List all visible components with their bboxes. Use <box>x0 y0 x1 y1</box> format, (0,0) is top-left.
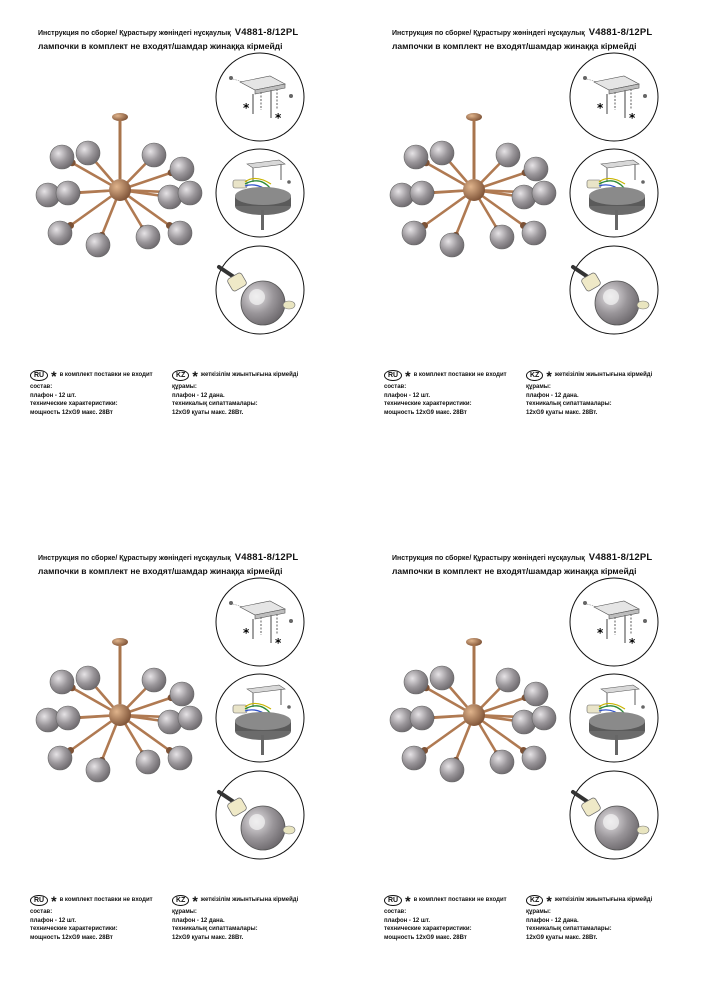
glass-globe <box>430 141 454 165</box>
step-marker: * <box>275 111 282 125</box>
step-marker: * <box>597 626 604 640</box>
spec-line: 12xG9 қуаты макс. 28Вт. <box>526 934 598 941</box>
glass-globe <box>76 666 100 690</box>
legend-russian <box>384 892 507 942</box>
not-included-text: жеткізілім жиынтығына кірмейді <box>200 372 299 379</box>
glass-globe <box>170 157 194 181</box>
spec-line: плафон - 12 дана. <box>172 917 225 924</box>
language-badge-kz: KZ <box>172 895 189 906</box>
spec-line: плафон - 12 дана. <box>526 917 579 924</box>
spec-line: мощность 12xG9 макс. 28Вт <box>384 934 467 941</box>
spec-line: мощность 12xG9 макс. 28Вт <box>384 409 467 416</box>
instruction-sheet-top-right <box>384 25 707 455</box>
glass-globe <box>402 746 426 770</box>
glass-globe <box>50 670 74 694</box>
glass-globe <box>490 225 514 249</box>
asterisk-icon: * <box>405 892 411 909</box>
step-bulb-shade <box>215 770 305 860</box>
step-marker: * <box>243 626 250 640</box>
center-hub <box>463 179 485 201</box>
glass-globe <box>522 746 546 770</box>
spec-line: плафон - 12 дана. <box>526 392 579 399</box>
glass-globe <box>524 157 548 181</box>
legend-kazakh <box>526 367 653 417</box>
glass-globe <box>532 706 556 730</box>
language-badge-ru: RU <box>384 370 402 381</box>
not-included-text: в комплект поставки не входит <box>59 897 153 904</box>
spec-line: плафон - 12 дана. <box>172 392 225 399</box>
language-badge-ru: RU <box>30 895 48 906</box>
glass-globe <box>404 670 428 694</box>
language-badge-kz: KZ <box>172 370 189 381</box>
sheet-title <box>38 27 298 38</box>
spec-line: құрамы: <box>526 384 551 390</box>
spec-line: техникалық сипаттамалары: <box>526 926 612 932</box>
spec-line: плафон - 12 шт. <box>30 392 76 399</box>
glass-globe <box>142 668 166 692</box>
sheet-title <box>392 27 652 38</box>
spec-line: 12xG9 қуаты макс. 28Вт. <box>172 934 244 941</box>
title-prefix: Инструкция по сборке/ Құрастыру жөніндегі нұсқаулық <box>392 555 585 562</box>
glass-globe <box>56 181 80 205</box>
spec-line: техникалық сипаттамалары: <box>172 401 258 407</box>
asterisk-icon: * <box>405 367 411 384</box>
language-badge-ru: RU <box>384 895 402 906</box>
glass-globe <box>410 181 434 205</box>
spec-line: состав: <box>30 909 53 915</box>
spec-line: мощность 12xG9 макс. 28Вт <box>30 934 113 941</box>
glass-globe <box>136 750 160 774</box>
down-rod <box>473 119 476 179</box>
glass-globe <box>404 145 428 169</box>
chandelier-illustration <box>384 620 564 820</box>
chandelier-illustration <box>30 95 210 295</box>
not-included-text: жеткізілім жиынтығына кірмейді <box>554 897 653 904</box>
glass-globe <box>86 233 110 257</box>
title-prefix: Инструкция по сборке/ Құрастыру жөніндегі нұсқаулық <box>38 30 231 37</box>
glass-globe <box>522 221 546 245</box>
glass-globe <box>86 758 110 782</box>
step-bulb-shade <box>569 770 659 860</box>
step-marker: * <box>597 101 604 115</box>
glass-globe <box>496 668 520 692</box>
step-marker: * <box>275 636 282 650</box>
spec-line: плафон - 12 шт. <box>384 917 430 924</box>
glass-globe <box>136 225 160 249</box>
sheet-title <box>392 552 652 563</box>
spec-line: техникалық сипаттамалары: <box>172 926 258 932</box>
down-rod <box>119 644 122 704</box>
model-number: V4881-8/12PL <box>588 27 653 38</box>
step-marker: * <box>629 111 636 125</box>
chandelier-illustration <box>384 95 564 295</box>
step-mounting-bracket <box>215 577 305 667</box>
spec-line: құрамы: <box>172 909 197 915</box>
glass-globe <box>48 221 72 245</box>
asterisk-icon: * <box>51 367 57 384</box>
chandelier-illustration <box>30 620 210 820</box>
step-marker: * <box>629 636 636 650</box>
down-rod <box>119 119 122 179</box>
spec-line: технические характеристики: <box>384 926 472 932</box>
not-included-text: жеткізілім жиынтығына кірмейді <box>554 372 653 379</box>
glass-globe <box>410 706 434 730</box>
step-mounting-bracket <box>569 52 659 142</box>
step-wiring-canopy <box>215 673 305 763</box>
asterisk-icon: * <box>51 892 57 909</box>
model-number: V4881-8/12PL <box>234 27 299 38</box>
step-marker: * <box>243 101 250 115</box>
step-mounting-bracket <box>569 577 659 667</box>
glass-globe <box>496 143 520 167</box>
step-wiring-canopy <box>569 148 659 238</box>
glass-globe <box>142 143 166 167</box>
glass-globe <box>440 233 464 257</box>
glass-globe <box>168 746 192 770</box>
glass-globe <box>56 706 80 730</box>
glass-globe <box>440 758 464 782</box>
legend-kazakh <box>526 892 653 942</box>
bulbs-not-included-note: лампочки в комплект не входят/шамдар жинаққа кірмейді <box>38 41 283 51</box>
language-badge-ru: RU <box>30 370 48 381</box>
spec-line: 12xG9 қуаты макс. 28Вт. <box>526 409 598 416</box>
spec-line: плафон - 12 шт. <box>30 917 76 924</box>
not-included-text: жеткізілім жиынтығына кірмейді <box>200 897 299 904</box>
bulbs-not-included-note: лампочки в комплект не входят/шамдар жинаққа кірмейді <box>38 566 283 576</box>
down-rod <box>473 644 476 704</box>
spec-line: технические характеристики: <box>30 926 118 932</box>
spec-line: құрамы: <box>172 384 197 390</box>
glass-globe <box>170 682 194 706</box>
bulbs-not-included-note: лампочки в комплект не входят/шамдар жинаққа кірмейді <box>392 566 637 576</box>
legend-russian <box>30 367 153 417</box>
legend-kazakh <box>172 367 299 417</box>
center-hub <box>463 704 485 726</box>
not-included-text: в комплект поставки не входит <box>413 372 507 379</box>
step-bulb-shade <box>569 245 659 335</box>
spec-line: техникалық сипаттамалары: <box>526 401 612 407</box>
glass-globe <box>524 682 548 706</box>
instruction-sheet-top-left <box>30 25 366 455</box>
glass-globe <box>50 145 74 169</box>
legend-kazakh <box>172 892 299 942</box>
spec-line: технические характеристики: <box>384 401 472 407</box>
glass-globe <box>168 221 192 245</box>
step-wiring-canopy <box>569 673 659 763</box>
model-number: V4881-8/12PL <box>234 552 299 563</box>
glass-globe <box>490 750 514 774</box>
glass-globe <box>48 746 72 770</box>
glass-globe <box>430 666 454 690</box>
asterisk-icon: * <box>192 367 198 384</box>
bulbs-not-included-note: лампочки в комплект не входят/шамдар жинаққа кірмейді <box>392 41 637 51</box>
language-badge-kz: KZ <box>526 370 543 381</box>
instruction-sheet-bottom-right <box>384 550 707 980</box>
title-prefix: Инструкция по сборке/ Құрастыру жөніндегі нұсқаулық <box>392 30 585 37</box>
glass-globe <box>178 181 202 205</box>
asterisk-icon: * <box>546 892 552 909</box>
spec-line: 12xG9 қуаты макс. 28Вт. <box>172 409 244 416</box>
glass-globe <box>76 141 100 165</box>
not-included-text: в комплект поставки не входит <box>59 372 153 379</box>
language-badge-kz: KZ <box>526 895 543 906</box>
not-included-text: в комплект поставки не входит <box>413 897 507 904</box>
model-number: V4881-8/12PL <box>588 552 653 563</box>
title-prefix: Инструкция по сборке/ Құрастыру жөніндегі нұсқаулық <box>38 555 231 562</box>
glass-globe <box>402 221 426 245</box>
spec-line: құрамы: <box>526 909 551 915</box>
spec-line: плафон - 12 шт. <box>384 392 430 399</box>
step-bulb-shade <box>215 245 305 335</box>
spec-line: состав: <box>384 384 407 390</box>
center-hub <box>109 704 131 726</box>
asterisk-icon: * <box>546 367 552 384</box>
spec-line: мощность 12xG9 макс. 28Вт <box>30 409 113 416</box>
center-hub <box>109 179 131 201</box>
legend-russian <box>384 367 507 417</box>
legend-russian <box>30 892 153 942</box>
instruction-sheet-bottom-left <box>30 550 366 980</box>
step-wiring-canopy <box>215 148 305 238</box>
step-mounting-bracket <box>215 52 305 142</box>
spec-line: состав: <box>384 909 407 915</box>
asterisk-icon: * <box>192 892 198 909</box>
sheet-title <box>38 552 298 563</box>
spec-line: технические характеристики: <box>30 401 118 407</box>
glass-globe <box>178 706 202 730</box>
spec-line: состав: <box>30 384 53 390</box>
glass-globe <box>532 181 556 205</box>
